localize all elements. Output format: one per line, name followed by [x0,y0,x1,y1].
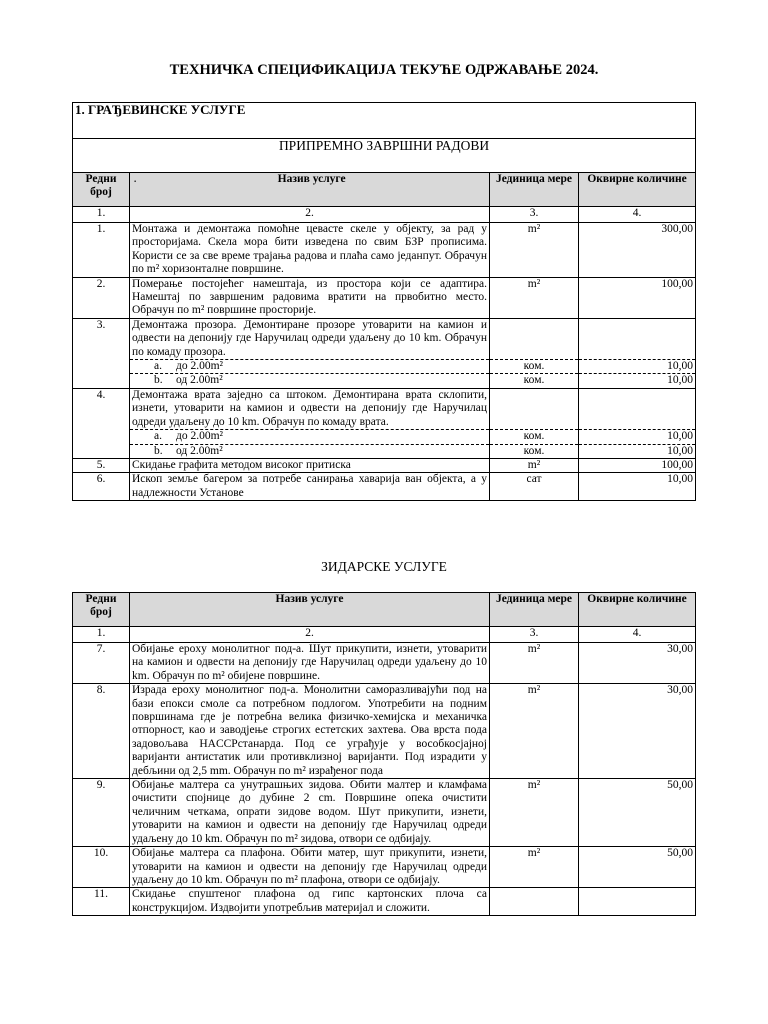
table-subrow [73,444,696,458]
subrow-quantity: 10,00 [579,374,696,388]
subrow-text: до 2.00m² [176,360,223,373]
row-number: 6. [73,473,130,501]
row-unit: m² [490,643,579,684]
row-number: 5. [73,458,130,472]
table-row [73,473,696,501]
table-row [73,643,696,684]
table-row [73,223,696,278]
row-quantity: 50,00 [579,779,696,847]
section-title: 1. ГРАЂЕВИНСКЕ УСЛУГЕ [73,103,696,139]
col-header-qty: Оквирне количине [579,593,696,627]
col-header-name: Назив услуге [130,593,490,627]
row-quantity [579,388,696,429]
row-description: Демонтажа врата заједно са штоком. Демонтирана врата склопити, изнети, утоварити на камион и одвести на депонију где Наручилац одреди удаљену до 10 km. Обрачун по комаду врата. [130,388,490,429]
col-num: 2. [130,627,490,643]
table-row [73,458,696,472]
col-header-unit: Јединица мере [490,173,579,207]
row-unit: m² [490,223,579,278]
table-row [73,888,696,916]
spec-table-construction [72,102,696,501]
row-unit: сат [490,473,579,501]
row-number: 4. [73,388,130,458]
col-num: 3. [490,627,579,643]
table-row [73,847,696,888]
subrow-description [130,444,490,458]
column-header-row [73,593,696,627]
column-header-row [73,173,696,207]
subrow-description [130,374,490,388]
subrow-letter: b. [154,374,163,387]
col-num: 1. [73,207,130,223]
row-description: Скидање графита методом високог притиска [130,458,490,472]
col-num: 3. [490,207,579,223]
row-description: Ископ земље багером за потребе санирања хаварија ван објекта, а у надлежности Установе [130,473,490,501]
subrow-description [130,360,490,374]
col-header-unit: Јединица мере [490,593,579,627]
subrow-letter: a. [154,430,162,443]
spec-table-masonry [72,592,696,916]
table-subrow [73,430,696,444]
table-row [73,684,696,779]
row-unit: m² [490,684,579,779]
row-quantity: 10,00 [579,473,696,501]
col-header-qty: Оквирне количине [579,173,696,207]
col-num: 4. [579,207,696,223]
subrow-quantity: 10,00 [579,360,696,374]
row-unit: m² [490,458,579,472]
row-unit: m² [490,277,579,318]
subrow-unit: ком. [490,360,579,374]
document-title: ТЕХНИЧКА СПЕЦИФИКАЦИЈА ТЕКУЋЕ ОДРЖАВАЊЕ 2024. [169,62,599,78]
section-title-masonry: ЗИДАРСКЕ УСЛУГЕ [321,559,447,574]
row-unit [490,318,579,359]
col-header-name [130,173,490,207]
subrow-quantity: 10,00 [579,430,696,444]
column-number-row [73,627,696,643]
row-number: 1. [73,223,130,278]
subrow-text: до 2.00m² [176,430,223,443]
row-description: Обијање малтера са плафона. Обити матер, шут прикупити, изнети, утоварити на камион и одвести на депонију где Наручилац одреди удаљену до 10 km. Обрачун по m² плафона, отвори се одбијају. [130,847,490,888]
section-header-row [73,103,696,139]
table-row [73,318,696,359]
table-row [73,277,696,318]
col-num: 1. [73,627,130,643]
subrow-text: од 2.00m² [176,444,223,457]
subsection-row [73,139,696,173]
row-quantity: 100,00 [579,458,696,472]
col-header-name-label: Назив услуге [277,173,346,185]
row-number: 10. [73,847,130,888]
row-quantity: 30,00 [579,643,696,684]
col-header-no: Редни број [73,593,130,627]
row-description: Израда epoxy монолитног под-а. Монолитни саморазливајући под на бази епокси смоле са потребном подлогом. Употребити на подним површинама где је потребна велика физичко-хемијска и механичка отпорност, као и заводјење строгих естетских захтева. Ова врста пода задовољава HACCPстанарда. Под се уграђује у вособкосјајној варијанти антистатик или противклизној варијанти. Под израдити у дебљини од 2,5 mm. Обрачун по m² израђеног пода [130,684,490,779]
row-number: 9. [73,779,130,847]
subrow-unit: ком. [490,374,579,388]
row-quantity: 100,00 [579,277,696,318]
subsection-title: ПРИПРЕМНО ЗАВРШНИ РАДОВИ [73,139,696,173]
row-unit: m² [490,847,579,888]
row-description: Монтажа и демонтажа помоћне цеваcте скеле у објекту, за рад у просторијама. Скела мора бити изведена по свим БЗР прописима. Користи се за све време трајања радова и плаћа само једанпут. Обрачун по m² хоризонталне површине. [130,223,490,278]
subrow-unit: ком. [490,444,579,458]
row-number: 7. [73,643,130,684]
col-num: 2. [130,207,490,223]
col-num: 4. [579,627,696,643]
table-subrow [73,360,696,374]
subrow-quantity: 10,00 [579,444,696,458]
row-quantity: 30,00 [579,684,696,779]
row-description: Демонтажа прозора. Демонтиране прозоре утоварити на камион и одвести на депонију где Наручилац одреди удаљену до 10 km. Обрачун по комаду прозора. [130,318,490,359]
table-row [73,779,696,847]
subrow-description [130,430,490,444]
row-unit [490,388,579,429]
row-description: Обијање малтера са унутрашњих зидова. Обити малтер и кламфама очистити спојнице до дубине 2 cm. Површине опека очистити челичним четкама, опрати зидове водом. Шут прикупити, изнети, утоварити на камион и одвести на депонију где Наручилац одреди удаљену до 10 km. Обрачун по m² зидова, отвори се одбијају. [130,779,490,847]
row-number: 3. [73,318,130,388]
row-quantity [579,888,696,916]
subrow-letter: a. [154,360,162,373]
subrow-text: од 2.00m² [176,374,223,387]
stray-dot: . [134,174,137,184]
row-quantity [579,318,696,359]
row-number: 11. [73,888,130,916]
column-number-row [73,207,696,223]
row-number: 2. [73,277,130,318]
row-quantity: 300,00 [579,223,696,278]
row-number: 8. [73,684,130,779]
table-subrow [73,374,696,388]
row-description: Скидање спуштеног плафона од гипс картонских плоча са конструкцијом. Издвојити употребљив материјал и сложити. [130,888,490,916]
row-unit: m² [490,779,579,847]
row-unit [490,888,579,916]
subrow-unit: ком. [490,430,579,444]
col-header-no: Редни број [73,173,130,207]
row-quantity: 50,00 [579,847,696,888]
subrow-letter: b. [154,444,163,457]
row-description: Обијање epoxy монолитног под-а. Шут прикупити, изнети, утоварити на камион и одвести на депонију где Наручилац одреди удаљену до 10 km. Обрачун по m² обијене површине. [130,643,490,684]
table-row [73,388,696,429]
row-description: Померање постојећег намештаја, из простора који се адаптира. Намештај по завршеним радовима вратити на првобитно место. Обрачун по m² површине просторије. [130,277,490,318]
